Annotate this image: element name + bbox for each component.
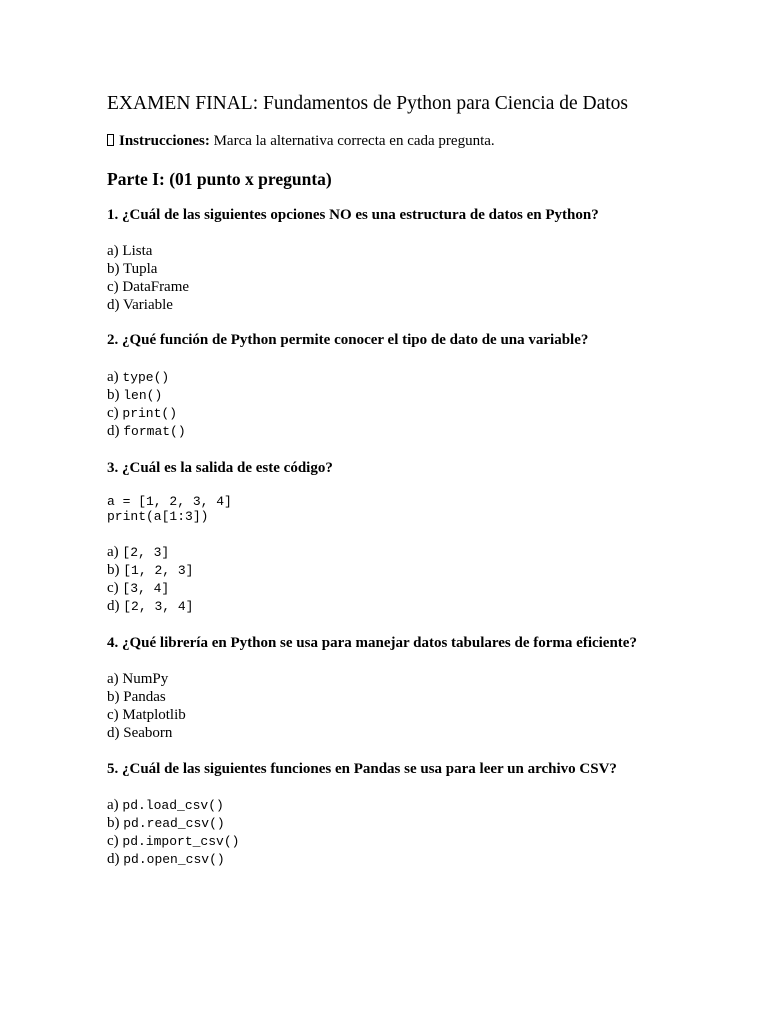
option-letter: c) xyxy=(107,707,123,723)
option-letter: b) xyxy=(107,562,124,578)
question-2-options xyxy=(107,368,186,440)
code-line: print(a[1:3]) xyxy=(107,509,209,524)
question-4-options xyxy=(107,670,186,742)
question-5: 5. ¿Cuál de las siguientes funciones en Pandas se usa para leer un archivo CSV? xyxy=(107,761,617,777)
option-letter: d) xyxy=(107,598,124,614)
option-a[interactable] xyxy=(107,543,193,561)
question-5-options xyxy=(107,796,239,868)
question-1: 1. ¿Cuál de las siguientes opciones NO es una estructura de datos en Python? xyxy=(107,207,599,223)
option-text: pd.import_csv() xyxy=(122,834,240,849)
option-b[interactable] xyxy=(107,561,193,579)
option-d[interactable] xyxy=(107,850,239,868)
option-b[interactable] xyxy=(107,688,186,706)
option-letter: b) xyxy=(107,815,124,831)
option-b[interactable] xyxy=(107,386,186,404)
option-letter: a) xyxy=(107,544,123,560)
option-c[interactable] xyxy=(107,404,186,422)
option-d[interactable] xyxy=(107,597,193,615)
option-text: pd.open_csv() xyxy=(123,852,225,867)
question-3-options xyxy=(107,543,193,615)
option-text: format() xyxy=(123,424,186,439)
option-letter: c) xyxy=(107,580,123,596)
option-c[interactable] xyxy=(107,579,193,597)
question-2: 2. ¿Qué función de Python permite conocer el tipo de dato de una variable? xyxy=(107,332,589,348)
option-c[interactable] xyxy=(107,832,239,850)
instructions xyxy=(107,131,495,151)
option-text: pd.read_csv() xyxy=(123,816,225,831)
exam-title: EXAMEN FINAL: Fundamentos de Python para Ciencia de Datos xyxy=(107,93,628,114)
option-d[interactable] xyxy=(107,724,186,742)
option-d[interactable] xyxy=(107,422,186,440)
option-a[interactable] xyxy=(107,242,189,260)
section-title: Parte I: (01 punto x pregunta) xyxy=(107,169,332,189)
option-text: type() xyxy=(122,370,170,385)
option-text: Pandas xyxy=(123,689,166,705)
question-4: 4. ¿Qué librería en Python se usa para manejar datos tabulares de forma eficiente? xyxy=(107,635,637,651)
box-icon xyxy=(107,134,114,146)
option-letter: d) xyxy=(107,423,124,439)
option-letter: b) xyxy=(107,387,124,403)
option-b[interactable] xyxy=(107,814,239,832)
option-text: [3, 4] xyxy=(122,581,170,596)
option-letter: d) xyxy=(107,851,124,867)
option-text: [1, 2, 3] xyxy=(123,563,194,578)
option-text: print() xyxy=(122,406,178,421)
option-text: Tupla xyxy=(122,261,158,277)
code-line: a = [1, 2, 3, 4] xyxy=(107,494,232,509)
option-a[interactable] xyxy=(107,670,186,688)
option-text: Matplotlib xyxy=(122,707,186,723)
option-letter: a) xyxy=(107,243,123,259)
option-letter: b) xyxy=(107,261,123,277)
option-c[interactable] xyxy=(107,706,186,724)
option-text: len() xyxy=(123,388,163,403)
option-letter: d) xyxy=(107,297,123,313)
option-d[interactable] xyxy=(107,296,189,314)
option-letter: a) xyxy=(107,671,123,687)
question-3: 3. ¿Cuál es la salida de este código? xyxy=(107,460,333,476)
instructions-text: Marca la alternativa correcta en cada pregunta. xyxy=(209,133,495,149)
option-letter: b) xyxy=(107,689,124,705)
option-letter: a) xyxy=(107,797,123,813)
option-letter: c) xyxy=(107,833,123,849)
option-letter: d) xyxy=(107,725,124,741)
option-text: Variable xyxy=(122,297,173,313)
option-c[interactable] xyxy=(107,278,189,296)
option-text: [2, 3, 4] xyxy=(123,599,194,614)
option-text: NumPy xyxy=(122,671,169,687)
option-letter: c) xyxy=(107,279,123,295)
option-text: pd.load_csv() xyxy=(122,798,224,813)
option-a[interactable] xyxy=(107,796,239,814)
question-1-options xyxy=(107,242,189,314)
option-text: Lista xyxy=(122,243,153,259)
instructions-label: Instrucciones: xyxy=(119,133,210,149)
code-block xyxy=(107,494,232,524)
option-text: DataFrame xyxy=(122,279,190,295)
option-text: [2, 3] xyxy=(122,545,170,560)
option-letter: a) xyxy=(107,369,123,385)
option-a[interactable] xyxy=(107,368,186,386)
option-b[interactable] xyxy=(107,260,189,278)
option-letter: c) xyxy=(107,405,123,421)
option-text: Seaborn xyxy=(123,725,173,741)
